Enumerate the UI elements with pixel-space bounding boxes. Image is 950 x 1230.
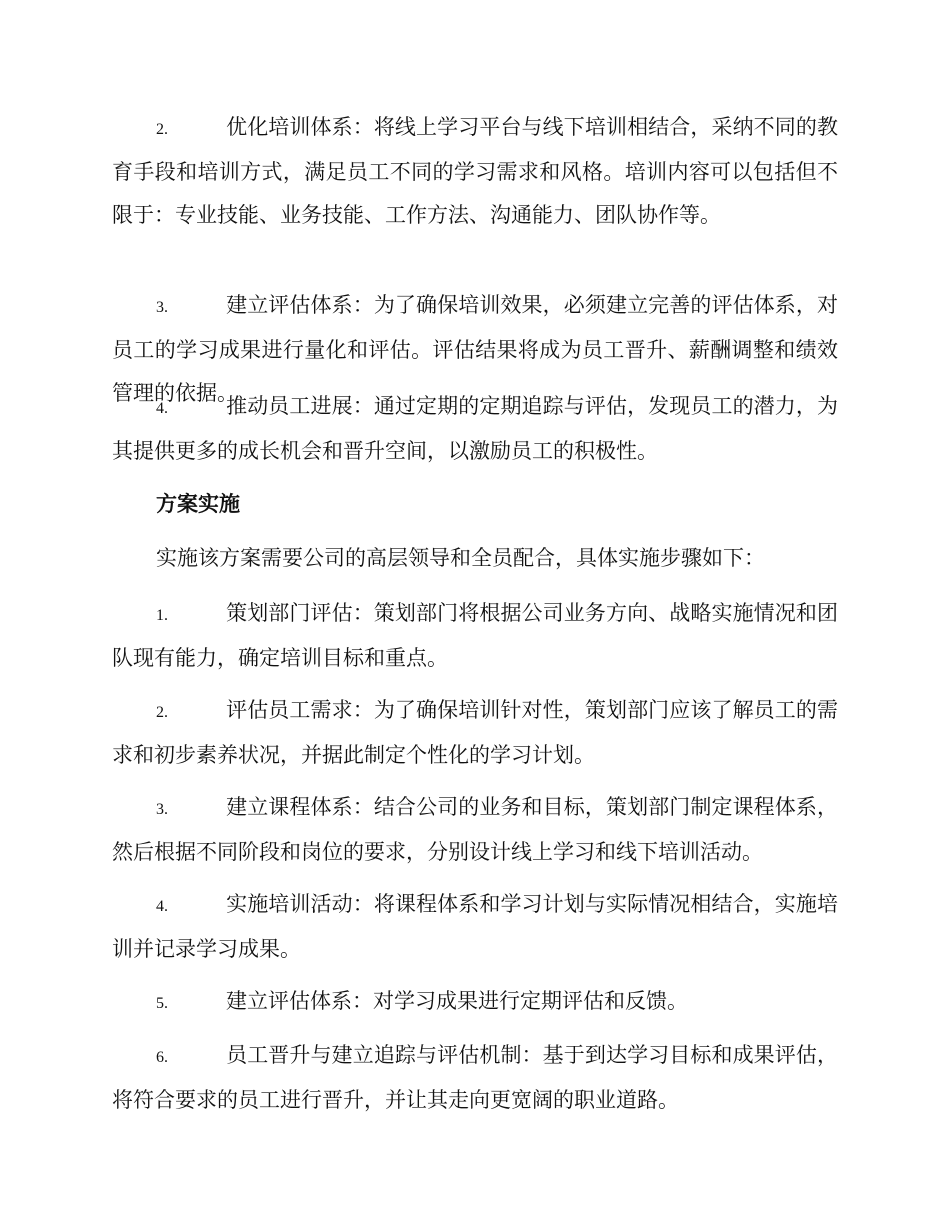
list-number: 6. [156, 1049, 168, 1066]
list-item [112, 385, 838, 473]
list-text: 优化培训体系：将线上学习平台与线下培训相结合，采纳不同的教育手段和培训方式，满足员工不同的学习需求和风格。培训内容可以包括但不限于：专业技能、业务技能、工作方法、沟通能力、团队协作等。 [112, 115, 838, 227]
list-number: 2. [156, 121, 168, 138]
list-number: 3. [156, 299, 168, 316]
list-text: 策划部门评估：策划部门将根据公司业务方向、战略实施情况和团队现有能力，确定培训目标和重点。 [112, 601, 838, 670]
list-text: 实施培训活动：将课程体系和学习计划与实际情况相结合，实施培训并记录学习成果。 [112, 892, 838, 961]
list-item [112, 689, 838, 777]
list-text: 推动员工进展：通过定期的定期追踪与评估，发现员工的潜力，为其提供更多的成长机会和晋升空间，以激励员工的积极性。 [112, 394, 838, 463]
list-item [112, 980, 838, 1025]
list-item [112, 1034, 838, 1122]
list-item [112, 592, 838, 680]
list-number: 2. [156, 704, 168, 721]
intro-paragraph: 实施该方案需要公司的高层领导和全员配合，具体实施步骤如下： [156, 546, 765, 570]
list-number: 3. [156, 801, 168, 818]
list-number: 4. [156, 898, 168, 915]
list-number: 4. [156, 400, 168, 417]
section-heading: 方案实施 [156, 491, 240, 516]
list-item [112, 883, 838, 971]
list-number: 1. [156, 607, 168, 624]
list-text: 建立评估体系：为了确保培训效果，必须建立完善的评估体系，对员工的学习成果进行量化和评估。评估结果将成为员工晋升、薪酬调整和绩效管理的依据。 [112, 293, 838, 405]
list-item [112, 786, 838, 874]
list-item [112, 106, 838, 237]
list-number: 5. [156, 995, 168, 1012]
list-text: 建立评估体系：对学习成果进行定期评估和反馈。 [226, 989, 688, 1013]
list-text: 员工晋升与建立追踪与评估机制：基于到达学习目标和成果评估，将符合要求的员工进行晋升，并让其走向更宽阔的职业道路。 [112, 1043, 838, 1112]
list-text: 建立课程体系：结合公司的业务和目标，策划部门制定课程体系，然后根据不同阶段和岗位的要求，分别设计线上学习和线下培训活动。 [112, 795, 838, 864]
list-text: 评估员工需求：为了确保培训针对性，策划部门应该了解员工的需求和初步素养状况，并据此制定个性化的学习计划。 [112, 698, 838, 767]
